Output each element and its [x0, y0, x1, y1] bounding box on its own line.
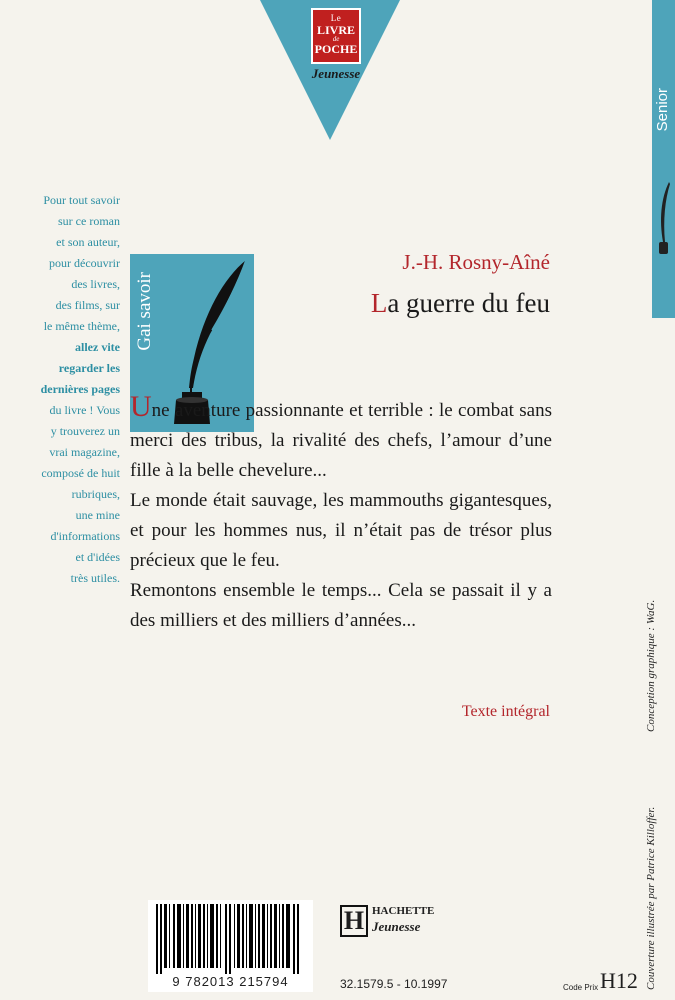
- sidebar-line: et d'idées: [75, 550, 120, 564]
- sidebar-info: [10, 190, 120, 589]
- barcode-bars: [152, 904, 309, 974]
- hachette-logo: [340, 903, 470, 943]
- sidebar-line: regarder les: [58, 361, 120, 375]
- logo-line3: de: [332, 35, 340, 43]
- blurb-paragraph-1: [130, 390, 552, 486]
- catalog-reference: 32.1579.5 - 10.1997: [340, 977, 448, 991]
- small-quill-icon: [655, 180, 672, 260]
- isbn-number: 9 782013 215794: [172, 974, 289, 989]
- sidebar-line: des livres,: [71, 277, 120, 291]
- blurb: [130, 390, 552, 636]
- hachette-mark: H: [340, 905, 368, 937]
- logo-line2: LIVRE: [316, 23, 355, 37]
- sidebar-line: pour découvrir: [49, 256, 120, 270]
- sidebar-line: le même thème,: [43, 319, 120, 333]
- publisher-name: HACHETTE: [372, 905, 435, 917]
- sidebar-line: et son auteur,: [56, 235, 120, 249]
- barcode: [148, 900, 313, 992]
- title-initial: L: [370, 288, 388, 318]
- price-code: H12: [600, 968, 638, 993]
- livre-de-poche-logo: [311, 8, 361, 64]
- credits: [645, 600, 673, 990]
- senior-band: [652, 0, 675, 318]
- sidebar-line: Pour tout savoir: [43, 193, 120, 207]
- blurb-text-1: ne aventure passionnante et terrible : le combat sans merci des tribus, la rivalité des chefs, l’amour d’une fille à la belle chevelure...: [130, 400, 552, 481]
- sidebar-line: y trouverez un: [50, 424, 120, 438]
- sidebar-line: d'informations: [50, 529, 120, 543]
- cover-credit: Couverture illustrée par Patrice Killoffer.: [645, 806, 657, 990]
- sidebar-line: allez vite: [75, 340, 120, 354]
- senior-label: Senior: [654, 88, 671, 132]
- sidebar-line: très utiles.: [70, 571, 120, 585]
- gai-savoir-label: Gai savoir: [134, 272, 155, 351]
- sidebar-line: une mine: [75, 508, 120, 522]
- sidebar-line: vrai magazine,: [49, 445, 120, 459]
- sidebar-line: composé de huit: [41, 466, 120, 480]
- edition-note: Texte intégral: [461, 703, 550, 720]
- publisher-sub: Jeunesse: [372, 919, 421, 934]
- logo-line4: POCHE: [314, 42, 358, 56]
- title-rest: a guerre du feu: [387, 288, 550, 318]
- blurb-paragraph-3: Remontons ensemble le temps... Cela se passait il y a des milliers et des milliers d’années...: [130, 580, 552, 631]
- sidebar-line: du livre ! Vous: [49, 403, 120, 417]
- design-credit: Conception graphique : WaG.: [645, 600, 657, 733]
- book-author: J.-H. Rosny-Aîné: [402, 250, 550, 274]
- jeunesse-imprint: Jeunesse: [311, 66, 361, 81]
- blurb-paragraph-2: Le monde était sauvage, les mammouths gigantesques, et pour les hommes nus, il n’était pas de trésor plus précieux que le feu.: [130, 490, 552, 571]
- logo-line1: Le: [330, 13, 342, 23]
- sidebar-line: sur ce roman: [58, 214, 120, 228]
- price-code-label: Code Prix: [563, 983, 599, 992]
- sidebar-line: dernières pages: [40, 382, 120, 396]
- book-title: [290, 288, 550, 319]
- sidebar-line: des films, sur: [55, 298, 120, 312]
- sidebar-line: rubriques,: [71, 487, 120, 501]
- dropcap: U: [130, 390, 152, 423]
